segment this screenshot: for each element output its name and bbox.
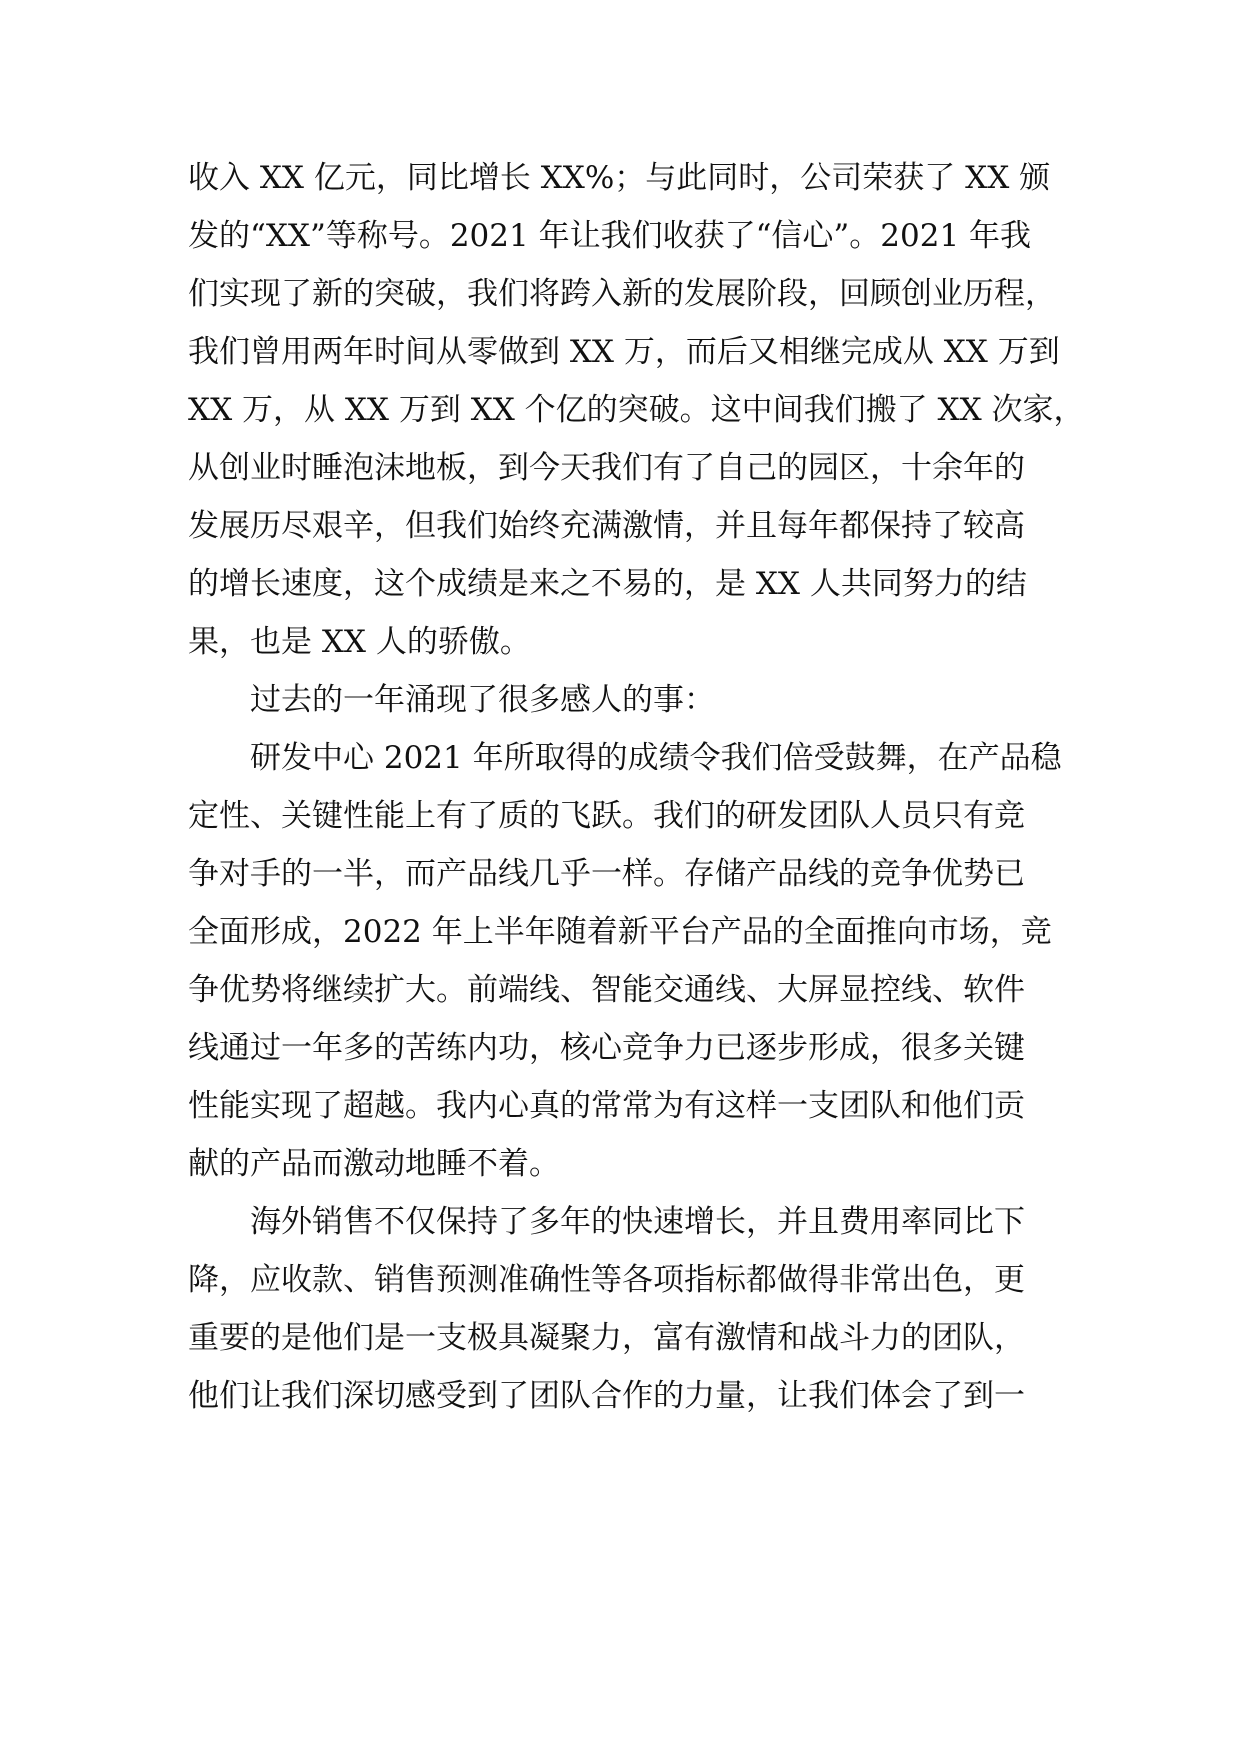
paragraph-3-line-5: 争优势将继续扩大。前端线、智能交通线、大屏显控线、软件 — [188, 972, 1025, 1008]
paragraph-1-line-4: 我们曾用两年时间从零做到 XX 万，而后又相继完成从 XX 万到 — [188, 334, 1060, 370]
paragraph-3-line-6: 线通过一年多的苦练内功，核心竞争力已逐步形成，很多关键 — [188, 1030, 1025, 1066]
paragraph-3-line-3: 争对手的一半，而产品线几乎一样。存储产品线的竞争优势已 — [188, 856, 1025, 892]
paragraph-1-line-7: 发展历尽艰辛，但我们始终充满激情，并且每年都保持了较高 — [188, 508, 1025, 544]
paragraph-1-line-9: 果，也是 XX 人的骄傲。 — [188, 624, 531, 660]
paragraph-1-line-2: 发的“XX”等称号。2021 年让我们收获了“信心”。2021 年我 — [188, 218, 1032, 254]
paragraph-1-line-3: 们实现了新的突破，我们将跨入新的发展阶段，回顾创业历程， — [188, 276, 1056, 312]
paragraph-3-line-2: 定性、关键性能上有了质的飞跃。我们的研发团队人员只有竞 — [188, 798, 1025, 834]
paragraph-3-line-1: 研发中心 2021 年所取得的成绩令我们倍受鼓舞，在产品稳 — [250, 740, 1062, 776]
paragraph-4-line-4: 他们让我们深切感受到了团队合作的力量，让我们体会了到一 — [188, 1378, 1025, 1414]
paragraph-1-line-1: 收入 XX 亿元，同比增长 XX%；与此同时，公司荣获了 XX 颁 — [188, 160, 1051, 196]
paragraph-4-line-2: 降，应收款、销售预测准确性等各项指标都做得非常出色，更 — [188, 1262, 1025, 1298]
paragraph-4-line-1: 海外销售不仅保持了多年的快速增长，并且费用率同比下 — [250, 1204, 1025, 1240]
paragraph-3-line-7: 性能实现了超越。我内心真的常常为有这样一支团队和他们贡 — [188, 1088, 1025, 1124]
paragraph-3-line-8: 献的产品而激动地睡不着。 — [188, 1146, 560, 1182]
paragraph-4-line-3: 重要的是他们是一支极具凝聚力，富有激情和战斗力的团队， — [188, 1320, 1025, 1356]
paragraph-3-line-4: 全面形成，2022 年上半年随着新平台产品的全面推向市场，竞 — [188, 914, 1052, 950]
paragraph-1-line-5: XX 万，从 XX 万到 XX 个亿的突破。这中间我们搬了 XX 次家， — [188, 392, 1085, 428]
paragraph-1-line-6: 从创业时睡泡沫地板，到今天我们有了自己的园区，十余年的 — [188, 450, 1025, 486]
paragraph-1-line-8: 的增长速度，这个成绩是来之不易的，是 XX 人共同努力的结 — [188, 566, 1027, 602]
paragraph-2-line-1: 过去的一年涌现了很多感人的事： — [250, 682, 715, 718]
